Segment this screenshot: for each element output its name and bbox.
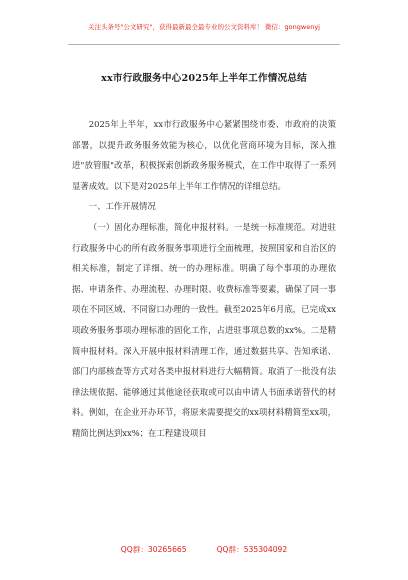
document-body (72, 114, 336, 444)
footer-qq-group-2: QQ群：535304092 (216, 545, 288, 554)
intro-paragraph: 2025年上半年，xx市行政服务中心紧紧围绕市委、市政府的决策部署，以提升政务服务效能为核心，以优化营商环境为目标，深入推进"放管服"改革，积极探索创新政务服务模式，在工作中取得了一系列显著成效。以下是对2025年上半年工作情况的详细总结。 (72, 119, 336, 191)
document-title: xx市行政服务中心2025年上半年工作情况总结 (101, 73, 307, 84)
header-banner: 关注头条号"公文研究"，获得最新最全最专业的公文资料库！ 微信：gongwenyj (88, 23, 320, 31)
body-paragraph: （一）固化办理标准，简化申报材料。一是统一标准规范。对进驻行政服务中心的所有政务服务事项进行全面梳理，按照国家和自治区的相关标准，制定了详细、统一的办理标准。明确了每个事项的办理依据、申请条件、办理流程、办理时限、收费标准等要素，确保了同一事项在不同区域、不同窗口办理的一致性。截至2025年6月底，已完成xx项政务服务事项办理标准的固化工作，占进驻事项总数的xx%。二是精简申报材料。深入开展申报材料清理工作，通过数据共享、告知承诺、部门内部核查等方式对各类申报材料进行大幅精简。取消了一批没有法律法规依据、能够通过其他途径获取或可以由申请人书面承诺替代的材料。例如，在企业开办环节，将原来需要提交的xx项材料精简至xx项，精简比例达到xx%；在工程建设项目 (72, 221, 336, 438)
footer-qq-group-1: QQ群：30265665 (120, 545, 187, 554)
section-heading: 一、工作开展情况 (88, 201, 156, 212)
header-divider (68, 44, 340, 45)
footer-contact (0, 544, 408, 555)
